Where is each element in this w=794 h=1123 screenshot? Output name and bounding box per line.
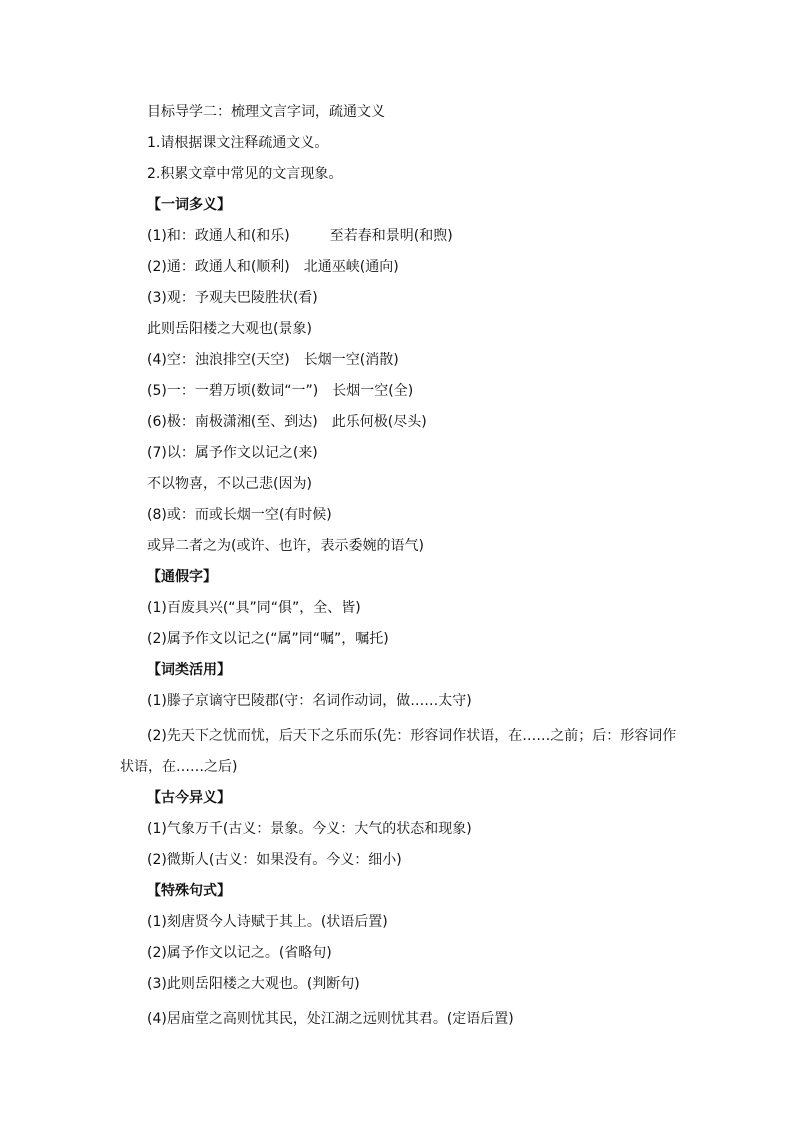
category-heading: 【古今异义】 bbox=[147, 790, 231, 806]
instruction-line: 1.请根据课文注释疏通文义。 bbox=[147, 135, 329, 151]
category-heading: 【词类活用】 bbox=[147, 662, 231, 678]
text-line: 此则岳阳楼之大观也(景象) bbox=[147, 321, 312, 337]
text-line: (4)空：浊浪排空(天空) 长烟一空(消散) bbox=[147, 352, 399, 368]
text-line: (8)或：而或长烟一空(有时候) bbox=[147, 507, 332, 523]
text-line: (2)通：政通人和(顺利) 北通巫峡(通向) bbox=[147, 259, 399, 275]
category-heading: 【一词多义】 bbox=[147, 197, 231, 213]
text-line: (1)滕子京谪守巴陵郡(守：名词作动词，做……太守) bbox=[147, 693, 472, 709]
text-line: (5)一：一碧万顷(数词“一”) 长烟一空(全) bbox=[147, 383, 414, 399]
text-line: (3)此则岳阳楼之大观也。(判断句) bbox=[147, 976, 360, 992]
text-line: 不以物喜，不以己悲(因为) bbox=[147, 476, 312, 492]
text-line: (2)属予作文以记之(“属”同“嘱”，嘱托) bbox=[147, 631, 389, 647]
text-line bbox=[147, 228, 453, 244]
text-line: (4)居庙堂之高则忧其民，处江湖之远则忧其君。(定语后置) bbox=[147, 1011, 514, 1027]
section-heading: 目标导学二：梳理文言字词，疏通文义 bbox=[147, 104, 385, 120]
text-line: (1)百废具兴(“具”同“俱”，全、皆) bbox=[147, 600, 361, 616]
text-line-part: (1)和：政通人和(和乐) bbox=[147, 228, 290, 244]
text-line: (2)先天下之忧而忧，后天下之乐而乐(先：形容词作状语，在……之前；后：形容词作 bbox=[147, 728, 677, 744]
text-line: (3)观：予观夫巴陵胜状(看) bbox=[147, 290, 318, 306]
instruction-line: 2.积累文章中常见的文言现象。 bbox=[147, 166, 343, 182]
category-heading: 【通假字】 bbox=[147, 569, 217, 585]
category-heading: 【特殊句式】 bbox=[147, 883, 231, 899]
text-line: (1)刻唐贤今人诗赋于其上。(状语后置) bbox=[147, 914, 388, 930]
text-line: (6)极：南极潇湘(至、到达) 此乐何极(尽头) bbox=[147, 414, 427, 430]
text-line: (2)微斯人(古义：如果没有。今义：细小) bbox=[147, 852, 402, 868]
text-line-part: 至若春和景明(和煦) bbox=[329, 228, 453, 244]
text-line: (1)气象万千(古义：景象。今义：大气的状态和现象) bbox=[147, 821, 472, 837]
text-line: 或异二者之为(或许、也许，表示委婉的语气) bbox=[147, 538, 424, 554]
text-line: (2)属予作文以记之。(省略句) bbox=[147, 945, 332, 961]
text-line: 状语，在……之后) bbox=[120, 759, 238, 775]
text-line: (7)以：属予作文以记之(来) bbox=[147, 445, 318, 461]
